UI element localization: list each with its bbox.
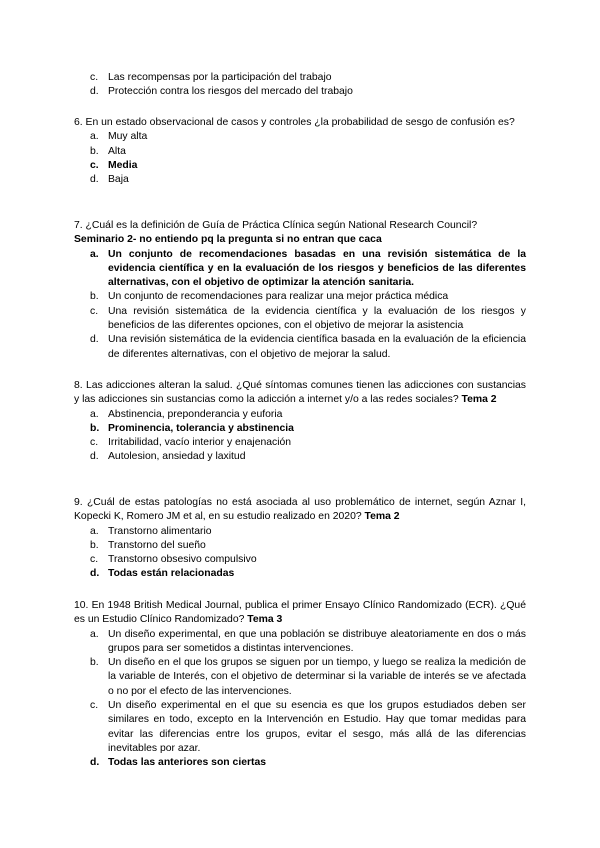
question-9: [74, 496, 526, 582]
options-list: [74, 628, 526, 771]
option-text: Un diseño experimental en el que su esencia es que los grupos estudiados deben ser similares en todo, excepto en la Intervención en Estudio. Hay que tomar medidas para evitar las diferencias entre los grupos, evitar el sesgo, más allá de las diferencias inevitables por azar.: [108, 700, 526, 754]
answer-option-c: [74, 159, 526, 173]
answer-option-c: [74, 305, 526, 334]
options-list: [74, 71, 526, 100]
option-text: Prominencia, tolerancia y abstinencia: [108, 422, 294, 434]
option-letter: c.: [90, 700, 99, 712]
question-stem-text: 10. En 1948 British Medical Journal, publica el primer Ensayo Clínico Randomizado (ECR). ¿Qué es un Estudio Clínico Randomizado?: [74, 600, 526, 626]
option-text: Un conjunto de recomendaciones para realizar una mejor práctica médica: [108, 291, 449, 303]
option-text: Baja: [108, 174, 129, 186]
option-letter: c.: [90, 437, 99, 449]
options-list: [74, 248, 526, 362]
option-text: Un conjunto de recomendaciones basadas en una revisión sistemática de la evidencia científica y en la evaluación de los riesgos y beneficios de las diferentes alternativas, con el objetivo de optimizar la atención sanitaria.: [108, 248, 526, 289]
option-letter: a.: [90, 408, 99, 420]
answer-option-d: [74, 450, 526, 464]
option-text: Protección contra los riesgos del mercado del trabajo: [108, 86, 353, 98]
question-note: Seminario 2- no entiendo pq la pregunta si no entran que caca: [74, 234, 382, 246]
option-text: Irritabilidad, vacío interior y enajenación: [108, 437, 292, 449]
answer-option-c: [74, 71, 526, 85]
question-7: [74, 219, 526, 362]
topic-tag: Tema 2: [364, 511, 400, 523]
answer-option-c: [74, 436, 526, 450]
answer-option-b: [74, 145, 526, 159]
option-letter: b.: [90, 422, 100, 434]
options-list: [74, 525, 526, 582]
options-list: [74, 130, 526, 187]
answer-option-a: [74, 248, 526, 291]
options-list: [74, 408, 526, 465]
question-8: [74, 379, 526, 465]
answer-option-b: [74, 422, 526, 436]
option-letter: c.: [90, 554, 99, 566]
answer-option-b: [74, 290, 526, 304]
option-text: Una revisión sistemática de la evidencia científica basada en la evaluación de la eficiencia de diferentes alternativas, con el objetivo de mejorar la salud.: [108, 334, 526, 360]
question-stem: [74, 379, 526, 408]
option-letter: d.: [90, 757, 100, 769]
answer-option-a: [74, 130, 526, 144]
option-letter: a.: [90, 628, 99, 640]
option-letter: d.: [90, 451, 99, 463]
option-text: Un diseño experimental, en que una población se distribuye aleatoriamente en dos o más grupos para ser sometidos a distintas intervenciones.: [108, 628, 526, 654]
option-letter: a.: [90, 131, 99, 143]
topic-tag: Tema 3: [247, 614, 283, 626]
option-text: Las recompensas por la participación del trabajo: [108, 72, 332, 83]
answer-option-c: [74, 553, 526, 567]
option-letter: d.: [90, 334, 99, 346]
option-text: Un diseño en el que los grupos se siguen por un tiempo, y luego se realiza la medición de la variable de Interés, con el objetivo de determinar si la variable de interés se ve afectada o no por el efecto de las intervenciones.: [108, 657, 526, 697]
question-6: [74, 116, 526, 187]
question-stem-text: 8. Las adicciones alteran la salud. ¿Qué síntomas comunes tienen las adicciones con sustancias y las adicciones sin sustancias como la adicción a internet y/o a las redes sociales?: [74, 380, 526, 406]
option-text: Autolesion, ansiedad y laxitud: [108, 451, 246, 463]
answer-option-d: [74, 756, 526, 770]
option-text: Media: [108, 159, 138, 171]
option-letter: b.: [90, 291, 99, 303]
question-stem: [74, 496, 526, 525]
answer-option-d: [74, 173, 526, 187]
option-text: Una revisión sistemática de la evidencia científica y la evaluación de los riesgos y beneficios de las diferentes opciones, con el objetivo de mejorar la asistencia: [108, 305, 526, 332]
option-letter: d.: [90, 568, 100, 580]
answer-option-b: [74, 656, 526, 699]
option-text: Alta: [108, 145, 126, 157]
option-letter: b.: [90, 539, 99, 551]
option-letter: b.: [90, 657, 99, 669]
question-stem: 7. ¿Cuál es la definición de Guía de Práctica Clínica según National Research Council?: [74, 220, 478, 231]
option-text: Todas las anteriores son ciertas: [108, 757, 267, 769]
option-letter: a.: [90, 248, 99, 260]
question-5-tail: [74, 71, 526, 100]
option-letter: c.: [90, 72, 99, 83]
answer-option-d: [74, 85, 526, 99]
question-stem: [74, 599, 526, 628]
option-text: Transtorno del sueño: [108, 539, 206, 551]
answer-option-d: [74, 333, 526, 362]
option-text: Transtorno obsesivo compulsivo: [108, 554, 257, 566]
answer-option-a: [74, 408, 526, 422]
option-letter: b.: [90, 145, 99, 157]
answer-option-a: [74, 628, 526, 657]
option-letter: a.: [90, 525, 99, 537]
option-text: Todas están relacionadas: [108, 568, 235, 580]
topic-tag: Tema 2: [461, 394, 497, 406]
answer-option-b: [74, 539, 526, 553]
option-letter: c.: [90, 305, 99, 317]
question-stem-text: 9. ¿Cuál de estas patologías no está asociada al uso problemático de internet, según Aznar I, Kopecki K, Romero JM et al, en su estudio realizado en 2020?: [74, 497, 526, 523]
option-letter: c.: [90, 159, 99, 171]
option-letter: d.: [90, 86, 99, 98]
question-10: [74, 599, 526, 771]
answer-option-d: [74, 567, 526, 581]
question-stem: 6. En un estado observacional de casos y controles ¿la probabilidad de sesgo de confusión es?: [74, 117, 515, 128]
answer-option-c: [74, 699, 526, 756]
option-letter: d.: [90, 174, 99, 186]
answer-option-a: [74, 525, 526, 539]
option-text: Transtorno alimentario: [108, 525, 212, 537]
option-text: Muy alta: [108, 131, 148, 143]
option-text: Abstinencia, preponderancia y euforia: [108, 408, 283, 420]
